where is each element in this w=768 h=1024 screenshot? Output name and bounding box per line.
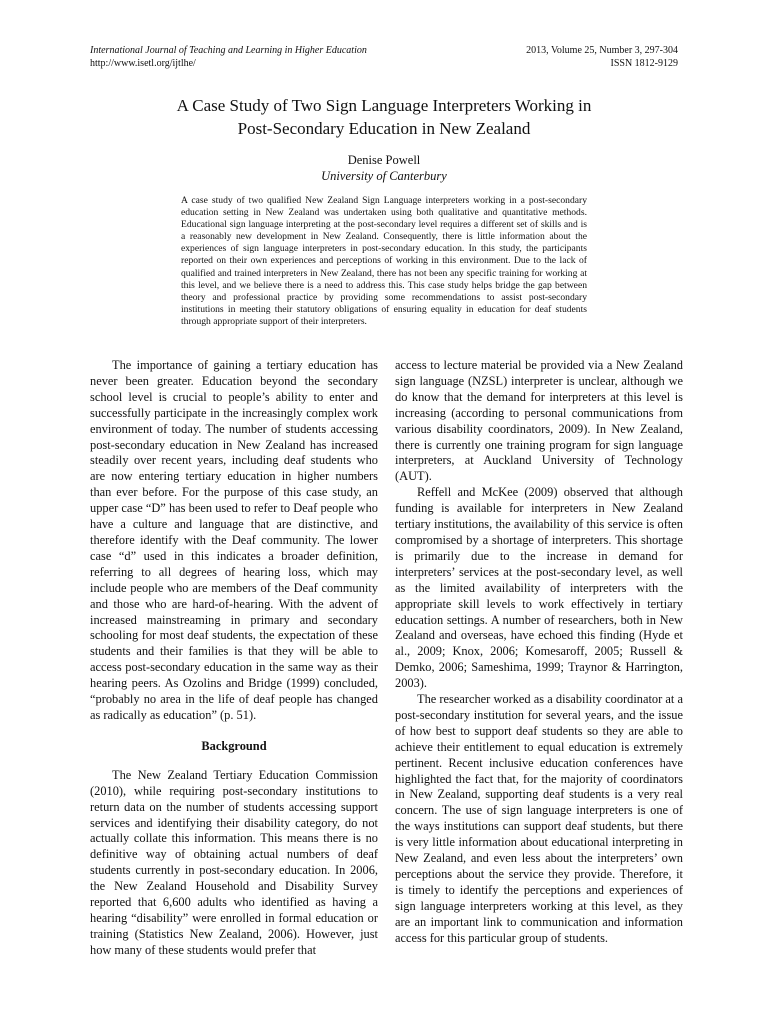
paper-title: [90, 94, 678, 140]
left-column: [90, 358, 378, 959]
author-affiliation: University of Canterbury: [321, 169, 447, 183]
title-line-1: A Case Study of Two Sign Language Interpreters Working in: [176, 96, 592, 115]
intro-paragraph: The importance of gaining a tertiary education has never been greater. Education beyond the secondary school level is crucial to people’s ability to enter and successfully participate in the increasingly complex work environment of today. The number of students accessing post-secondary education in New Zealand has increased steadily over recent years, including deaf students who are now entering tertiary education in higher numbers than ever before. For the purpose of this case study, an upper case “D” has been used to refer to Deaf people who have a culture and language that are distinctive, and therefore identify with the Deaf community. The lower case “d” used in this indicates a broader definition, referring to all degrees of hearing loss, which may include people who are members of the Deaf community and those who are hard-of-hearing. With the advent of increased mainstreaming in primary and secondary schooling for most deaf students, the expectation of these students and their families is that they will be able to access post-secondary education in the same way as their hearing peers. As Ozolins and Bridge (1999) concluded, “probably no area in the life of deaf people has changed as radically as education” (p. 51).: [90, 358, 378, 722]
volume-info: 2013, Volume 25, Number 3, 297-304: [526, 45, 678, 56]
header-right: [526, 44, 678, 70]
author-name: Denise Powell: [347, 153, 421, 167]
background-paragraph: The New Zealand Tertiary Education Commission (2010), while requiring post-secondary institutions to return data on the number of students accessing support services and identifying their disability category, do not actually collate this information. This means there is no definitive way of obtaining actual numbers of deaf students currently in post-secondary education. In 2006, the New Zealand Household and Disability Survey reported that 6,600 adults who identified as having a hearing “disability” were enrolled in formal education or training (Statistics New Zealand, 2006). However, just how many of these students would prefer that: [90, 767, 378, 957]
journal-name: International Journal of Teaching and Learning in Higher Education: [90, 45, 367, 56]
title-line-2: Post-Secondary Education in New Zealand: [237, 119, 531, 138]
section-heading-background: Background: [201, 738, 267, 753]
journal-url[interactable]: http://www.isetl.org/ijtlhe/: [90, 58, 196, 69]
continued-paragraph: access to lecture material be provided via a New Zealand sign language (NZSL) interpreter is unclear, although we do know that the demand for interpreters at this level is increasing (according to personal communications from various disability coordinators, 2009). In New Zealand, there is currently one training program for sign language interpreters, at Auckland University of Technology (AUT).: [395, 358, 683, 484]
right-column: [395, 358, 683, 947]
abstract: A case study of two qualified New Zealand Sign Language interpreters working in a post-secondary education setting in New Zealand was undertaken using both qualitative and quantitative methods. Educational sign language interpreting at the post-secondary level requires a different set of skills and is a reasonably new development in New Zealand. Consequently, there is little information about the experiences of sign language interpreters in post-secondary education. In this study, the participants reported on their own experiences and perceptions of working in this environment. Due to the lack of qualified and trained interpreters in New Zealand, there has not been any specific training for working at this level, and we believe there is a need to address this. This case study helps bridge the gap between theory and professional practice by providing some recommendations to assist post-secondary institutions in meeting their statutory obligations of ensuring equality in education for deaf students through appropriate support of their interpreters.: [181, 195, 587, 327]
researcher-paragraph: The researcher worked as a disability coordinator at a post-secondary institution for several years, and the issue of how best to support deaf students so they are able to achieve their entitlement to equal education is extremely pertinent. Recent inclusive education conferences have highlighted the fact that, for the majority of coordinators in New Zealand, supporting deaf students is a very real concern. The use of sign language interpreters is one of the ways institutions can support deaf students, but there is very little information about educational interpreting in New Zealand, and even less about the interpreters’ own perceptions about the service they provide. Therefore, it is timely to identify the perceptions and experiences of sign language interpreters working at this level, as they are an important link to communication and information access for this particular group of students.: [395, 692, 683, 945]
issn: ISSN 1812-9129: [610, 58, 678, 69]
header-left: [90, 44, 367, 70]
reffell-paragraph: Reffell and McKee (2009) observed that although funding is available for interpreters in New Zealand tertiary institutions, the availability of this service is often compromised by a shortage of interpreters. This shortage is primarily due to the increase in demand for interpreters’ services at the post-secondary level, as well as the limited availability of interpreters with the appropriate skill levels to work effectively in tertiary education settings. A number of researchers, both in New Zealand and overseas, have echoed this finding (Hyde et al., 2009; Knox, 2006; Komesaroff, 2005; Russell & Demko, 2006; Sameshima, 1999; Traynor & Harrington, 2003).: [395, 485, 683, 691]
